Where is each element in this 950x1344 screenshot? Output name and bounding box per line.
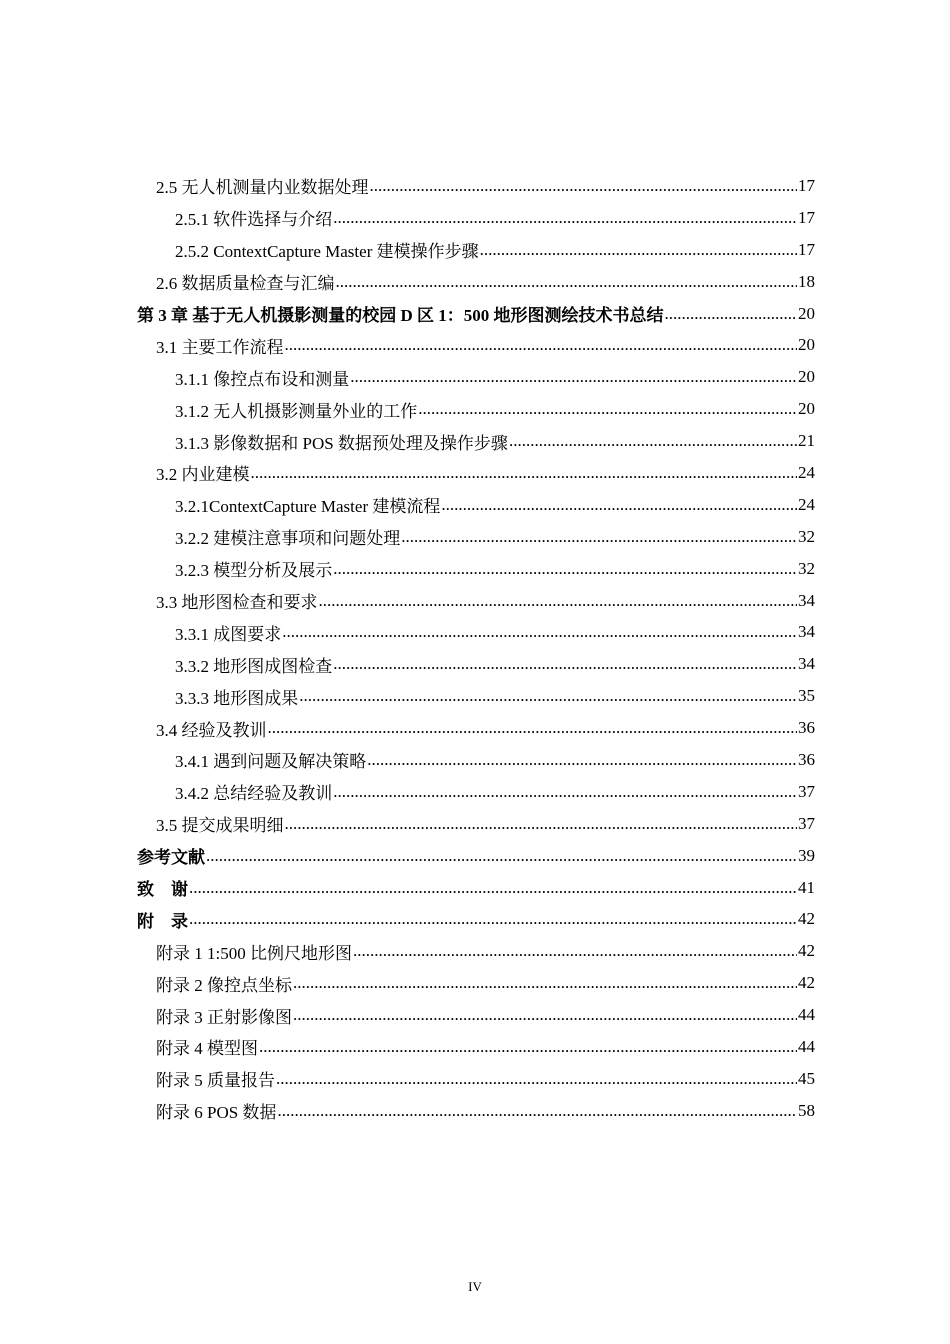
toc-entry[interactable] [156,935,815,967]
dot-leader [350,367,797,387]
toc-entry-page: 37 [798,813,815,833]
toc-entry-title: 参考文献 [137,848,205,868]
toc-entry-page: 41 [798,877,815,897]
toc-entry-title: 3.1 主要工作流程 [156,337,284,357]
toc-entry-page: 20 [798,367,815,387]
toc-chapter-entry[interactable] [137,840,815,872]
dot-leader [276,1069,797,1089]
dot-leader [206,846,797,866]
toc-entry-page: 18 [798,271,815,291]
toc-entry-title: 3.5 提交成果明细 [156,816,284,836]
toc-entry-page: 37 [798,781,815,801]
dot-leader [333,559,797,579]
toc-entry-title: 附 录 [137,911,188,931]
toc-entry-title: 3.2.1ContextCapture Master 建模流程 [175,497,441,517]
dot-leader [319,591,798,611]
dot-leader [189,878,797,898]
toc-entry-title: 2.5 无人机测量内业数据处理 [156,178,369,198]
toc-entry-title: 3.3.2 地形图成图检查 [175,656,333,676]
toc-entry[interactable] [175,680,815,712]
toc-entry-page: 24 [798,494,815,514]
toc-entry-title: 2.5.2 ContextCapture Master 建模操作步骤 [175,242,479,262]
toc-entry[interactable] [156,329,815,361]
dot-leader [277,1101,797,1121]
toc-entry-title: 附录 1 1:500 比例尺地形图 [156,943,352,963]
toc-entry[interactable] [156,266,815,298]
toc-entry-title: 2.6 数据质量检查与汇编 [156,274,335,294]
toc-entry-page: 20 [798,335,815,355]
toc-entry-title: 第 3 章 基于无人机摄影测量的校园 D 区 1：500 地形图测绘技术书总结 [137,306,664,325]
toc-entry-page: 17 [798,175,815,195]
toc-entry-page: 34 [798,622,815,642]
toc-entry-title: 3.4.2 总结经验及教训 [175,784,333,804]
toc-entry-page: 17 [798,207,815,227]
dot-leader [509,431,797,451]
toc-entry-page: 20 [798,303,815,323]
dot-leader [336,272,798,292]
toc-entry-page: 21 [798,431,815,451]
toc-entry-title: 2.5.1 软件选择与介绍 [175,210,333,230]
page-number-footer: IV [468,1279,482,1294]
toc-entry-page: 44 [798,1005,815,1025]
toc-entry-title: 附录 3 正射影像图 [156,1007,292,1027]
dot-leader [333,208,797,228]
dot-leader [401,527,797,547]
toc-entry-page: 32 [798,558,815,578]
toc-entry[interactable] [156,170,815,202]
dot-leader [480,240,797,260]
toc-entry[interactable] [156,1063,815,1095]
toc-entry-page: 32 [798,526,815,546]
toc-entry-title: 3.3 地形图检查和要求 [156,593,318,613]
toc-entry-page: 20 [798,399,815,419]
toc-entry-title: 3.2.3 模型分析及展示 [175,561,333,581]
toc-entry[interactable] [156,1095,815,1127]
toc-entry[interactable] [156,585,815,617]
toc-entry-title: 3.1.1 像控点布设和测量 [175,369,350,389]
toc-entry-page: 39 [798,845,815,865]
toc-entry-title: 3.3.3 地形图成果 [175,688,299,708]
toc-entry-title: 附录 6 POS 数据 [156,1103,277,1123]
dot-leader [285,814,798,834]
dot-leader [441,495,797,515]
table-of-contents [0,170,950,1127]
toc-entry[interactable] [175,776,815,808]
toc-entry[interactable] [175,616,815,648]
toc-entry-title: 3.2 内业建模 [156,465,250,485]
toc-entry-title: 3.4.1 遇到问题及解决策略 [175,752,367,772]
toc-entry-title: 附录 5 质量报告 [156,1071,275,1091]
dot-leader [293,1005,797,1025]
toc-entry[interactable] [175,744,815,776]
dot-leader [282,622,797,642]
toc-entry-title: 附录 4 模型图 [156,1039,258,1059]
toc-entry-page: 36 [798,718,815,738]
dot-leader [251,463,798,483]
dot-leader [268,718,798,738]
dot-leader [293,973,797,993]
dot-leader [333,782,797,802]
toc-entry-page: 45 [798,1068,815,1088]
toc-entry-page: 58 [798,1100,815,1120]
toc-entry[interactable] [175,553,815,585]
toc-chapter-entry[interactable] [137,298,815,330]
dot-leader [367,750,797,770]
dot-leader [259,1037,797,1057]
toc-entry[interactable] [175,489,815,521]
toc-entry[interactable] [175,521,815,553]
toc-entry-page: 34 [798,654,815,674]
toc-entry-title: 3.3.1 成图要求 [175,624,282,644]
toc-entry[interactable] [156,712,815,744]
dot-leader [189,909,797,929]
toc-entry-title: 致 谢 [137,880,188,900]
toc-entry-page: 17 [798,239,815,259]
toc-entry-page: 34 [798,590,815,610]
toc-entry[interactable] [175,361,815,393]
toc-entry-page: 42 [798,973,815,993]
toc-entry-page: 24 [798,462,815,482]
toc-entry[interactable] [175,648,815,680]
toc-entry[interactable] [175,393,815,425]
toc-entry[interactable] [156,1031,815,1063]
toc-entry[interactable] [175,234,815,266]
toc-entry-page: 42 [798,941,815,961]
toc-entry-title: 3.2.2 建模注意事项和问题处理 [175,529,401,549]
toc-entry-title: 3.1.3 影像数据和 POS 数据预处理及操作步骤 [175,433,508,453]
toc-entry-title: 3.4 经验及教训 [156,720,267,740]
dot-leader [353,941,797,961]
dot-leader [665,304,797,324]
toc-entry[interactable] [156,967,815,999]
toc-chapter-entry[interactable] [137,903,815,935]
toc-entry[interactable] [156,999,815,1031]
toc-entry-title: 3.1.2 无人机摄影测量外业的工作 [175,401,418,421]
toc-entry-title: 附录 2 像控点坐标 [156,975,292,995]
toc-entry-page: 42 [798,909,815,929]
dot-leader [333,654,797,674]
toc-entry[interactable] [175,425,815,457]
toc-entry-page: 35 [798,686,815,706]
toc-entry[interactable] [156,457,815,489]
dot-leader [370,176,798,196]
toc-entry[interactable] [156,808,815,840]
toc-chapter-entry[interactable] [137,872,815,904]
toc-entry[interactable] [175,202,815,234]
dot-leader [299,686,797,706]
toc-entry-page: 44 [798,1036,815,1056]
dot-leader [285,335,798,355]
dot-leader [418,399,797,419]
toc-entry-page: 36 [798,749,815,769]
